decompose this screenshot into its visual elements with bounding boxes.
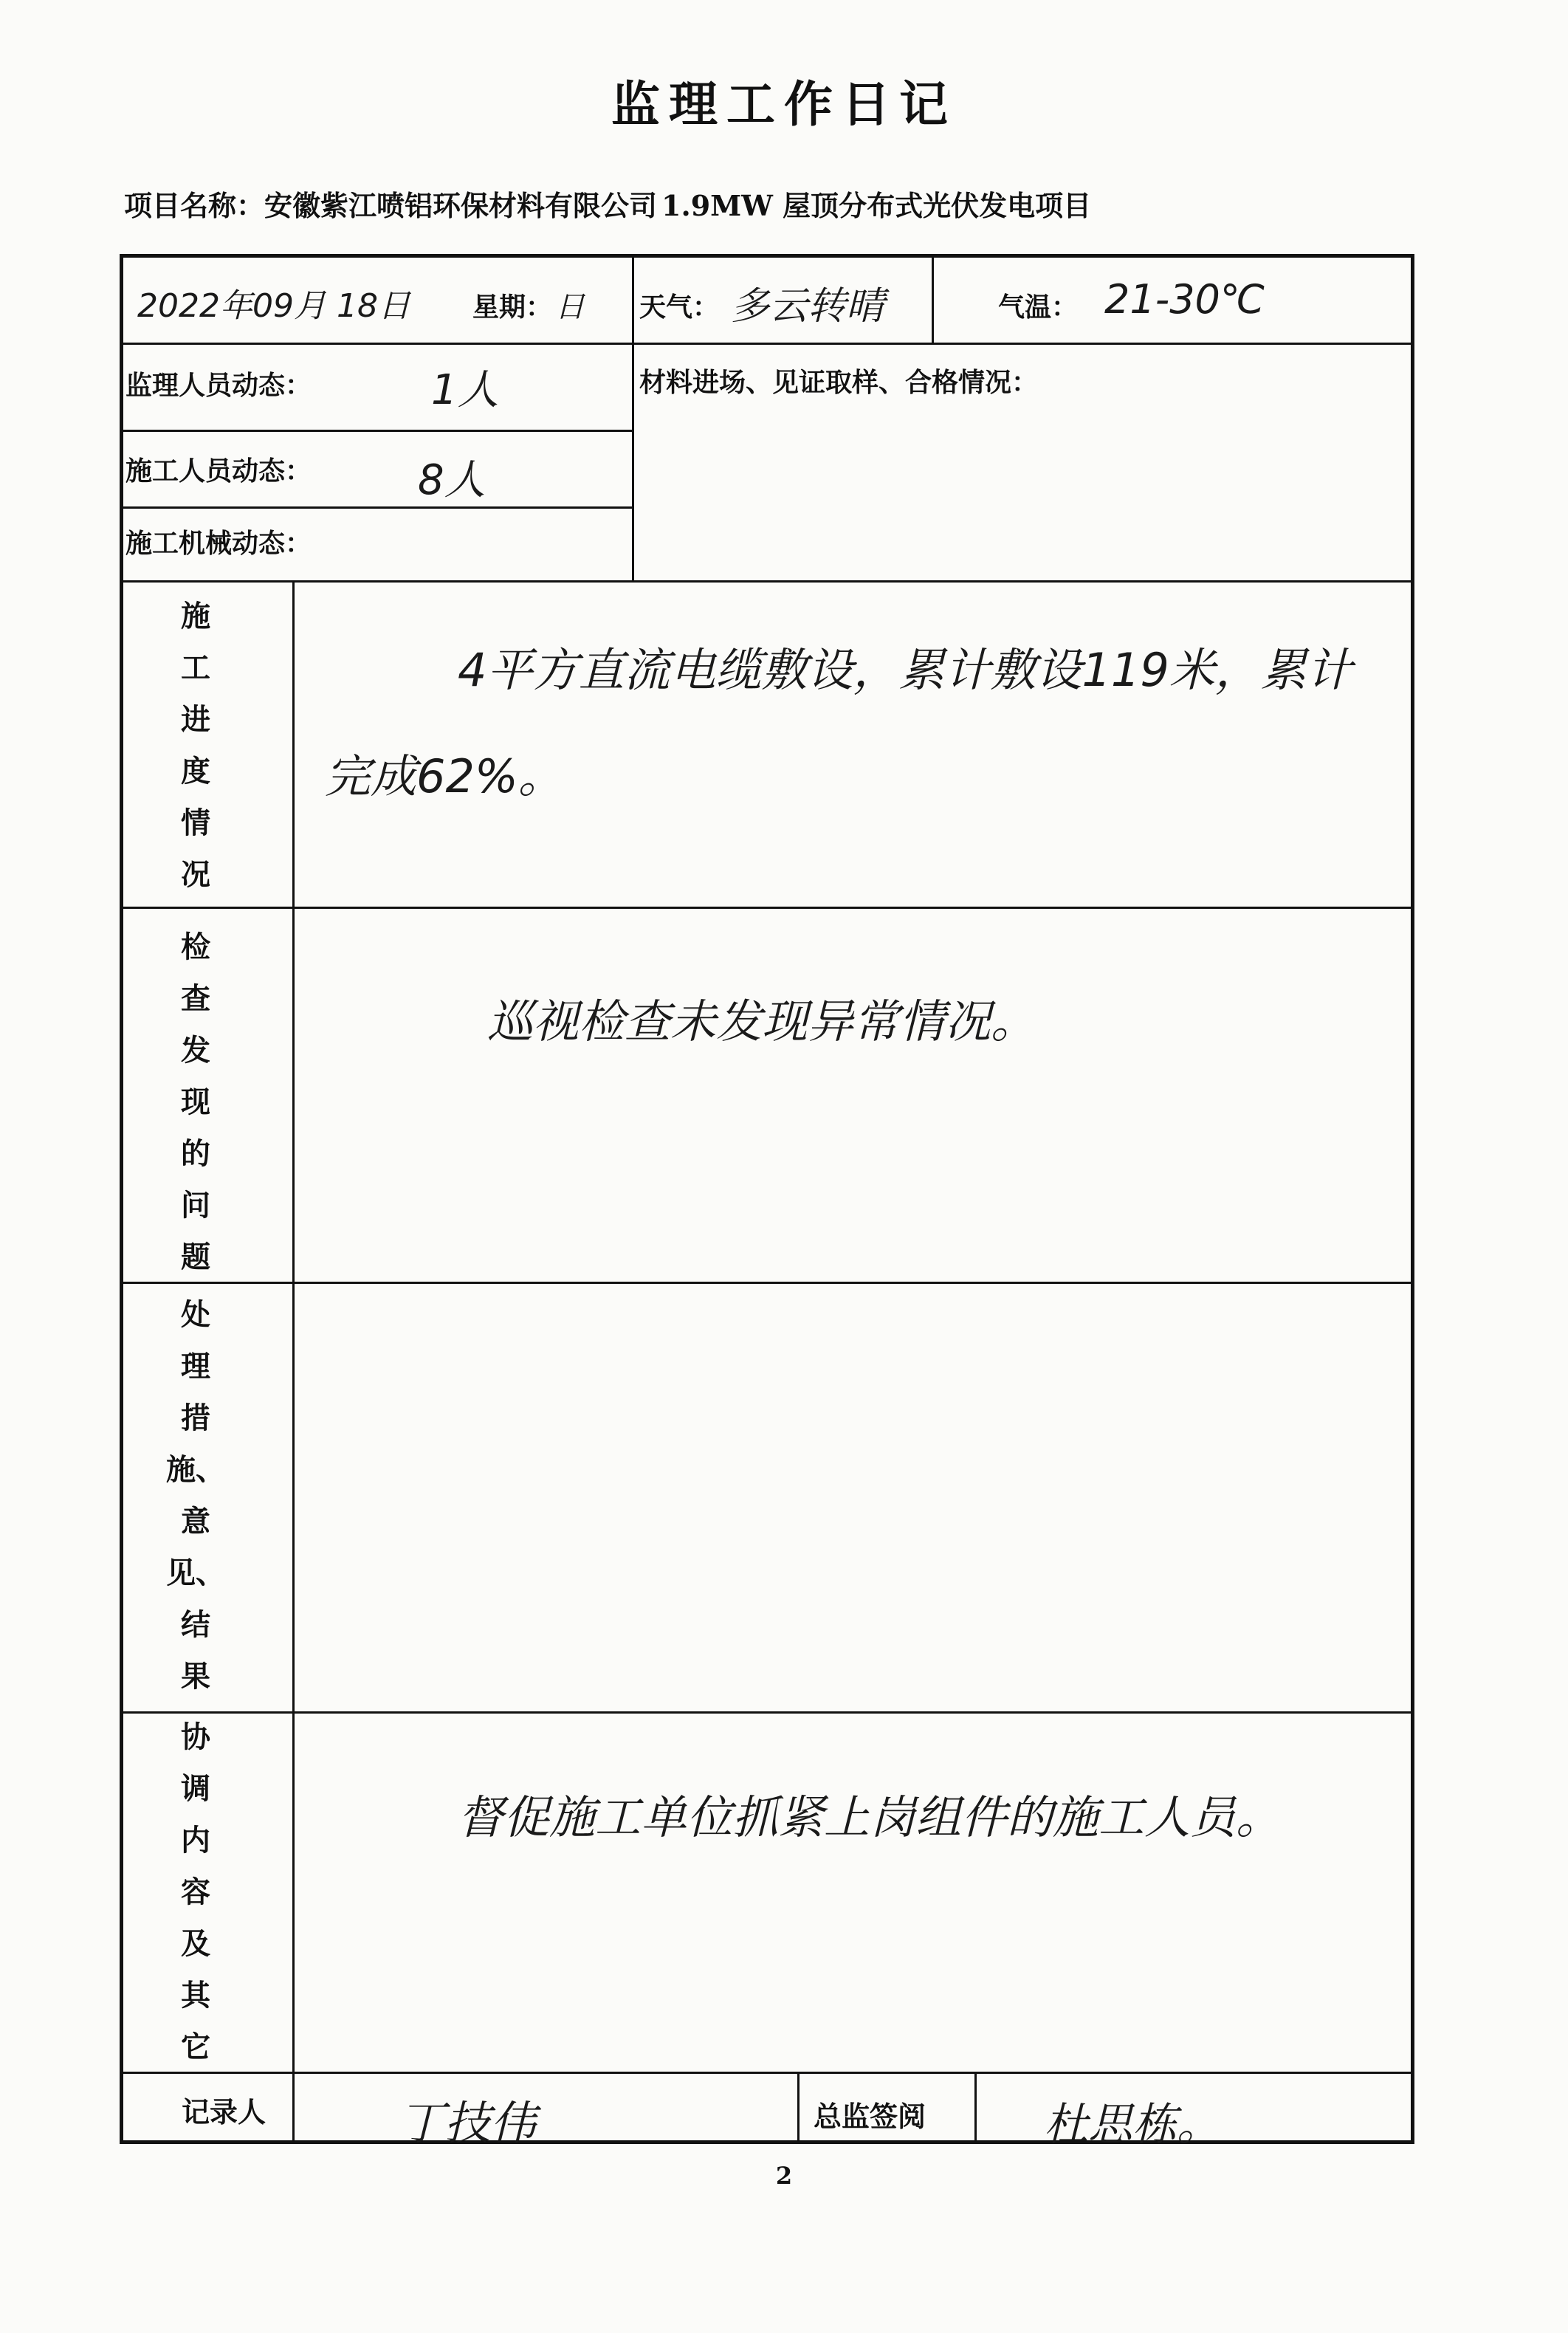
diary-table: [120, 254, 1414, 2144]
section-label-char: 果: [181, 1659, 210, 1694]
section-label-char: 现: [181, 1085, 210, 1119]
section-label-char: 结: [181, 1607, 210, 1642]
section-coordination-label: [155, 1711, 236, 2073]
materials-label: 材料进场、见证取样、合格情况：: [639, 367, 1039, 398]
col-line-weather: [932, 254, 934, 343]
section-label-char: 度: [181, 754, 210, 788]
section-label-char: 处: [181, 1297, 210, 1332]
section-label-char: 题: [181, 1240, 210, 1274]
weather-label: 天气：: [639, 292, 720, 323]
weather-value: 多云转晴: [731, 284, 885, 329]
supervisor-label: 监理人员动态：: [125, 370, 312, 401]
chief-signature: 杜思栋。: [1044, 2099, 1221, 2151]
row-line-worker: [120, 506, 632, 509]
col-line-chief-label: [797, 2072, 800, 2144]
section-label-char: 协: [181, 1719, 210, 1754]
recorder-signature: 丁技伟: [399, 2096, 537, 2150]
machinery-label: 施工机械动态：: [125, 528, 312, 559]
section-label-char: 它: [181, 2030, 210, 2064]
row-line-coordination: [120, 2072, 1414, 2074]
section-label-char: 其: [181, 1978, 210, 2013]
section-label-char: 况: [181, 857, 210, 892]
section-label-char: 调: [181, 1771, 210, 1806]
page-number: 2: [775, 2162, 793, 2190]
section-label-char: 容: [181, 1875, 210, 1909]
section-label-char: 施、: [166, 1452, 225, 1487]
temp-value: 21-30℃: [1104, 276, 1265, 323]
project-line: [124, 183, 1091, 224]
date-value: 2022年09月 18日: [137, 287, 410, 325]
section-label-char: 措: [181, 1401, 210, 1435]
col-line-chief-value: [974, 2072, 977, 2144]
issues-text-line: 巡视检查未发现异常情况。: [487, 994, 1037, 1048]
temp-label: 气温：: [998, 292, 1079, 323]
section-label-char: 及: [181, 1926, 210, 1961]
coordination-text-line: 督促施工单位抓紧上岗组件的施工人员。: [458, 1790, 1282, 1844]
section-label-char: 情: [181, 805, 210, 840]
section-label-char: 问: [181, 1188, 210, 1223]
row-line-measures: [120, 1711, 1414, 1714]
project-name: 安徽紫江喷铝环保材料有限公司: [264, 189, 658, 222]
section-label-char: 意: [181, 1504, 210, 1539]
worker-value: 8人: [418, 456, 486, 504]
section-label-char: 发: [181, 1033, 210, 1068]
row-line-date: [120, 343, 1414, 345]
row-line-progress: [120, 907, 1414, 909]
project-label: 项目名称：: [124, 189, 265, 222]
chief-label: 总监签阅: [814, 2100, 926, 2133]
col-line-header-mid: [632, 254, 634, 580]
section-label-char: 见、: [166, 1556, 225, 1590]
recorder-label: 记录人: [182, 2095, 267, 2128]
section-label-char: 理: [181, 1349, 210, 1384]
supervisor-value: 1人: [431, 366, 499, 414]
section-label-char: 工: [181, 650, 210, 685]
section-label-char: 检: [181, 930, 210, 964]
section-label-char: 查: [181, 981, 210, 1016]
section-label-char: 施: [181, 599, 210, 633]
row-line-header-end: [120, 580, 1414, 583]
weekday-value: 日: [555, 290, 585, 324]
section-progress-label: [155, 591, 236, 901]
section-measures-label: [155, 1289, 236, 1702]
worker-label: 施工人员动态：: [125, 456, 312, 487]
col-line-section-label: [292, 580, 295, 2144]
page-title: 监理工作日记: [611, 75, 957, 133]
row-line-supervisor: [120, 430, 632, 432]
section-label-char: 的: [181, 1136, 210, 1171]
row-line-issues: [120, 1282, 1414, 1284]
section-issues-label: [155, 921, 236, 1283]
progress-text-line: 完成62%。: [325, 749, 564, 803]
section-label-char: 进: [181, 702, 210, 737]
weekday-label: 星期：: [472, 292, 553, 323]
project-spec: 1.9MW 屋顶分布式光伏发电项目: [661, 189, 1092, 222]
progress-text-line: 4平方直流电缆敷设，累计敷设119米，累计: [458, 643, 1352, 697]
section-label-char: 内: [181, 1823, 210, 1858]
